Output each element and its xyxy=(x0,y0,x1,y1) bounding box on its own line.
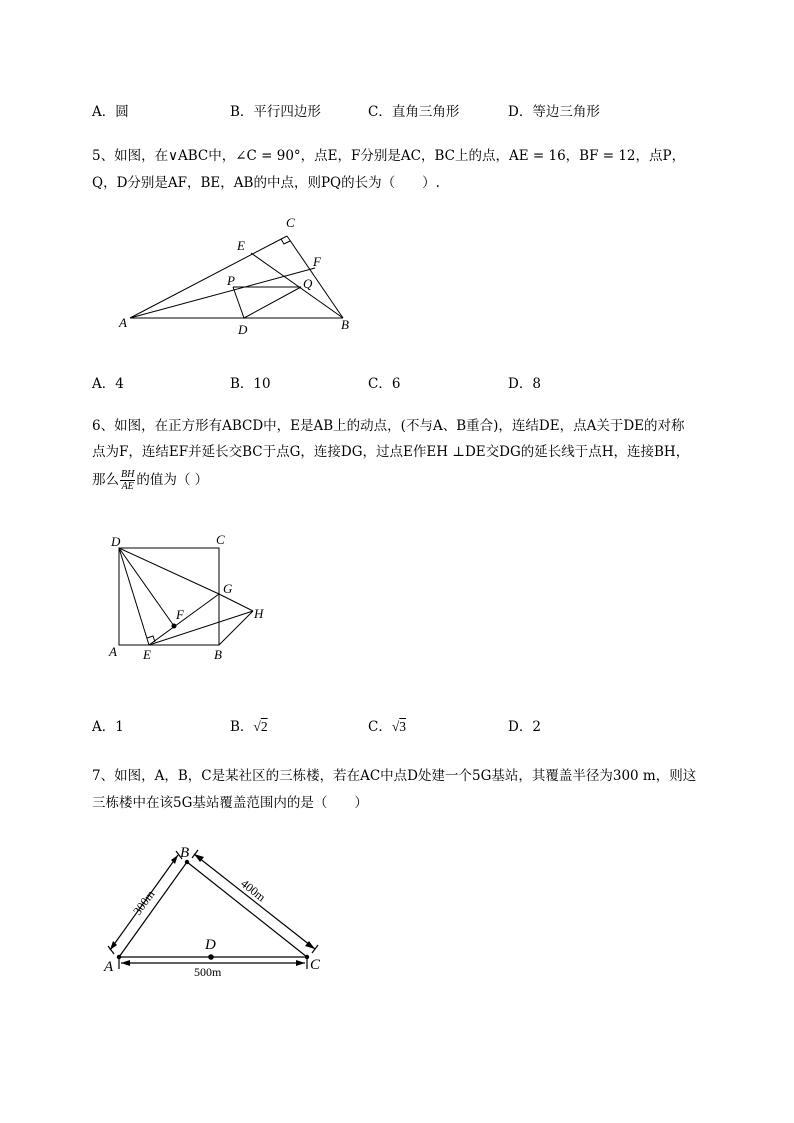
q4-option-d: D．等边三角形 xyxy=(508,104,600,120)
q6-stem-line2: 点为F，连结EF并延长交BC于点G，连接DG，过点E作EH ⊥DE交DG的延长线于点H，连接BH， xyxy=(92,444,690,460)
q7-dim-label-300m: 300m xyxy=(130,887,158,918)
q5-label-a: A xyxy=(119,315,127,330)
q6-sqrt-3: √3 xyxy=(391,719,407,734)
q7-stem-line1: 7、如图，A，B，C是某社区的三栋楼，若在AC中点D处建一个5G基站，其覆盖半径为300 m，则这 xyxy=(92,768,697,784)
q6-label-a: A xyxy=(109,644,117,659)
q6-label-d: D xyxy=(111,534,121,549)
q5-label-b: B xyxy=(341,317,349,332)
q5-option-c: C．6 xyxy=(368,376,401,392)
q7-dimension-bc xyxy=(194,854,315,949)
q7-label-c: C xyxy=(310,957,321,973)
q6-label-f: F xyxy=(176,607,184,622)
q4-option-b: B．平行四边形 xyxy=(230,104,321,120)
q7-arrow-ac-end xyxy=(296,960,305,966)
q6-stem-line1: 6、如图，在正方形有ABCD中，E是AB上的动点，(不与A、B重合)，连结DE，点A关于DE的对称 xyxy=(92,418,685,434)
q5-label-c: C xyxy=(286,215,295,230)
q5-option-d: D．8 xyxy=(508,376,541,392)
q6-line3-prefix: 那么 xyxy=(92,472,119,488)
q5-label-d: D xyxy=(238,322,248,337)
q4-option-c: C．直角三角形 xyxy=(368,104,460,120)
q7-label-a: A xyxy=(104,959,114,975)
q7-dim-label-400m: 400m xyxy=(238,876,269,905)
q6-option-d: D．2 xyxy=(508,719,541,735)
q7-label-b: B xyxy=(180,845,190,861)
q5-option-a: A．4 xyxy=(92,376,124,392)
q6-option-c: C．√3 xyxy=(368,719,407,735)
q6-label-g: G xyxy=(223,581,233,596)
q6-label-e: E xyxy=(143,647,151,662)
q7-point-d xyxy=(208,954,214,960)
q5-label-p: P xyxy=(227,273,235,288)
q7-stem-line2: 三栋楼中在该5G基站覆盖范围内的是（ ） xyxy=(92,795,368,811)
q6-sqrt-2: √2 xyxy=(253,719,268,734)
q6-label-h: H xyxy=(254,606,264,621)
q7-arrow-ac-start xyxy=(121,960,130,966)
q6-fraction-denominator: AE xyxy=(121,481,134,492)
q7-dim-label-500m: 500m xyxy=(194,965,222,979)
q7-label-d: D xyxy=(205,937,216,953)
q7-point-a xyxy=(117,955,121,959)
q5-label-q: Q xyxy=(303,276,313,291)
q6-option-a: A．1 xyxy=(92,719,124,735)
q6-label-b: B xyxy=(214,647,222,662)
q5-stem-line2: Q，D分别是AF，BE，AB的中点，则PQ的长为（ ）. xyxy=(92,175,440,191)
q5-option-b: B．10 xyxy=(230,376,271,392)
q4-option-a: A．圆 xyxy=(92,104,129,120)
q6-option-b: B．√2 xyxy=(230,719,268,735)
q6-label-c: C xyxy=(216,532,225,547)
q6-fraction-numerator: BH xyxy=(121,469,135,480)
q5-stem-line1: 5、如图，在∨ABC中，∠C = 90°，点E，F分别是AC，BC上的点，AE = 16，BF = 12，点P， xyxy=(92,148,686,164)
q6-line3-suffix: 的值为（ ） xyxy=(136,472,209,488)
q5-label-f: F xyxy=(313,254,321,269)
q5-label-e: E xyxy=(237,238,245,253)
q7-point-c xyxy=(305,955,309,959)
